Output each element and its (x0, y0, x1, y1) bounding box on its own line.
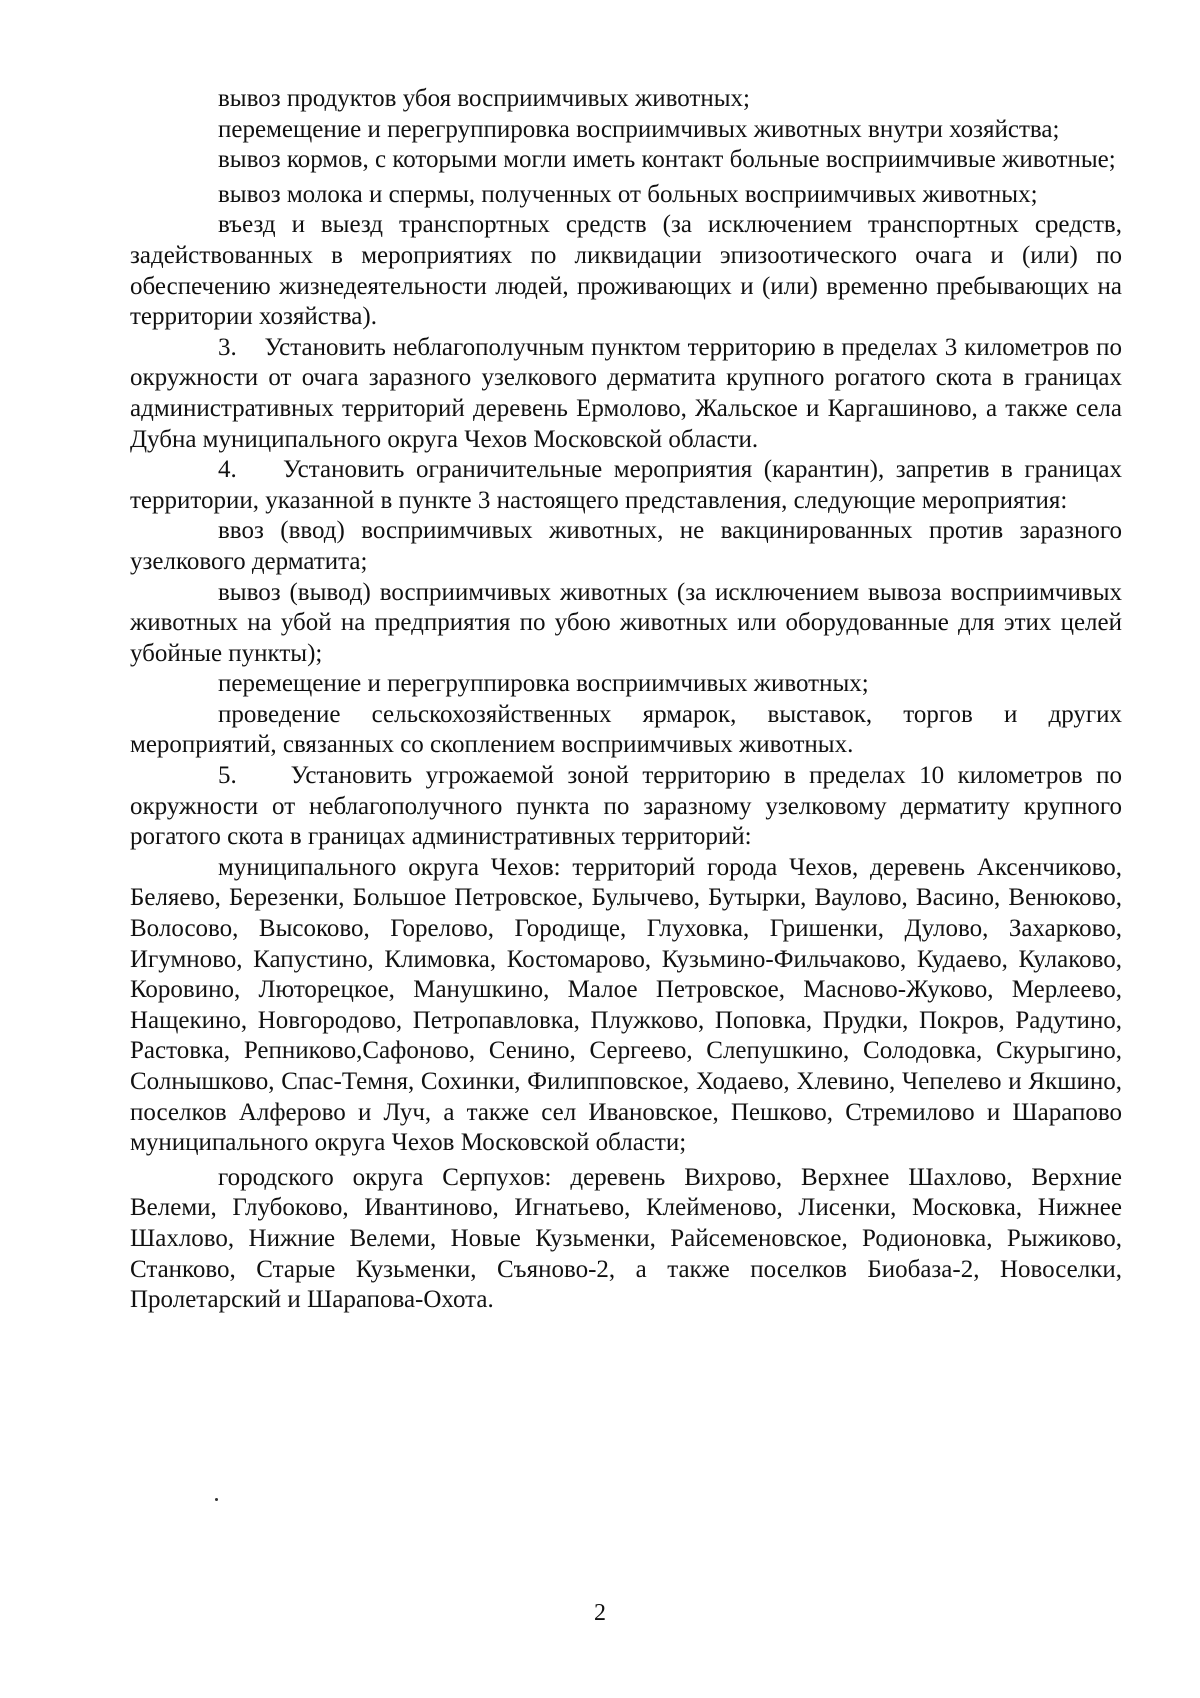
paragraph-serpukhov-district: городского округа Серпухов: деревень Вихрово, Верхнее Шахлово, Верхние Велеми, Глубоково, Ивантиново, Игнатьево, Клейменово, Лисенки, Московка, Нижнее Шахлово, Нижние Велеми, Новые Кузьменки, Райсеменовское, Родионовка, Рыжиково, Станково, Старые Кузьменки, Съяново-2, а также поселков Биобаза-2, Новоселки, Пролетарский и Шарапова-Охота. (130, 1163, 1122, 1314)
paragraph-vehicle-entry: въезд и выезд транспортных средств (за исключением транспортных средств, задействованных в мероприятиях по ликвидации эпизоотического очага и (или) по обеспечению жизнедеятельности людей, проживающих и (или) временно пребывающих на территории хозяйства). (130, 211, 1122, 331)
paragraph-item-3: 3. Установить неблагополучным пунктом территорию в пределах 3 километров по окружности от очага заразного узелкового дерматита крупного рогатого скота в границах административных территорий деревень Ермолово, Жальское и Каргашиново, а также села Дубна муниципального округа Чехов Московской области. (130, 333, 1122, 453)
paragraph-import-animals: ввоз (ввод) восприимчивых животных, не вакцинированных против заразного узелкового дерматита; (130, 517, 1122, 575)
paragraph-regrouping-inside-farm: перемещение и перегруппировка восприимчивых животных внутри хозяйства; (218, 115, 1060, 143)
document-body (130, 84, 1122, 1316)
paragraph-chekhov-district: муниципального округа Чехов: территорий города Чехов, деревень Аксенчиково, Беляево, Березенки, Большое Петровское, Булычево, Бутырки, Ваулово, Васино, Венюково, Волосово, Высоково, Горелово, Городище, Глуховка, Гришенки, Дулово, Захарково, Игумново, Капустино, Климовка, Костомарово, Кузьмино-Фильчаково, Кудаево, Кулаково, Коровино, Люторецкое, Манушкино, Малое Петровское, Масново-Жуково, Мерлеево, Нащекино, Новгородово, Петропавловка, Плужково, Поповка, Прудки, Покров, Радутино, Растовка, Репниково,Сафоново, Сенино, Сергеево, Слепушкино, Солодовка, Скурыгино, Солнышково, Спас-Темня, Сохинки, Филипповское, Ходаево, Хлевино, Чепелево и Якшино, поселков Алферово и Луч, а также сел Ивановское, Пешково, Стремилово и Шарапово муниципального округа Чехов Московской области; (130, 853, 1122, 1157)
paragraph-item-5: 5. Установить угрожаемой зоной территорию в пределах 10 километров по окружности от неблагополучного пункта по заразному узелковому дерматиту крупного рогатого скота в границах административных территорий: (130, 762, 1122, 851)
paragraph-regrouping: перемещение и перегруппировка восприимчивых животных; (218, 670, 869, 698)
paragraph-feed-removal: вывоз кормов, с которыми могли иметь контакт больные восприимчивые животные; (218, 146, 1116, 174)
page-number: 2 (594, 1600, 606, 1626)
paragraph-export-animals: вывоз (вывод) восприимчивых животных (за исключением вывоза восприимчивых животных на убой на предприятия по убою животных или оборудованные для этих целей убойные пункты); (130, 578, 1122, 667)
paragraph-milk-removal: вывоз молока и спермы, полученных от больных восприимчивых животных; (218, 180, 1038, 208)
paragraph-fairs: проведение сельскохозяйственных ярмарок, выставок, торгов и других мероприятий, связанных со скоплением восприимчивых животных. (130, 700, 1122, 759)
paragraph-slaughter-products: вывоз продуктов убоя восприимчивых животных; (218, 85, 750, 112)
paragraph-item-4: 4. Установить ограничительные мероприятия (карантин), запретив в границах территории, указанной в пункте 3 настоящего представления, следующие мероприятия: (130, 456, 1122, 514)
scan-dot (215, 1498, 218, 1501)
